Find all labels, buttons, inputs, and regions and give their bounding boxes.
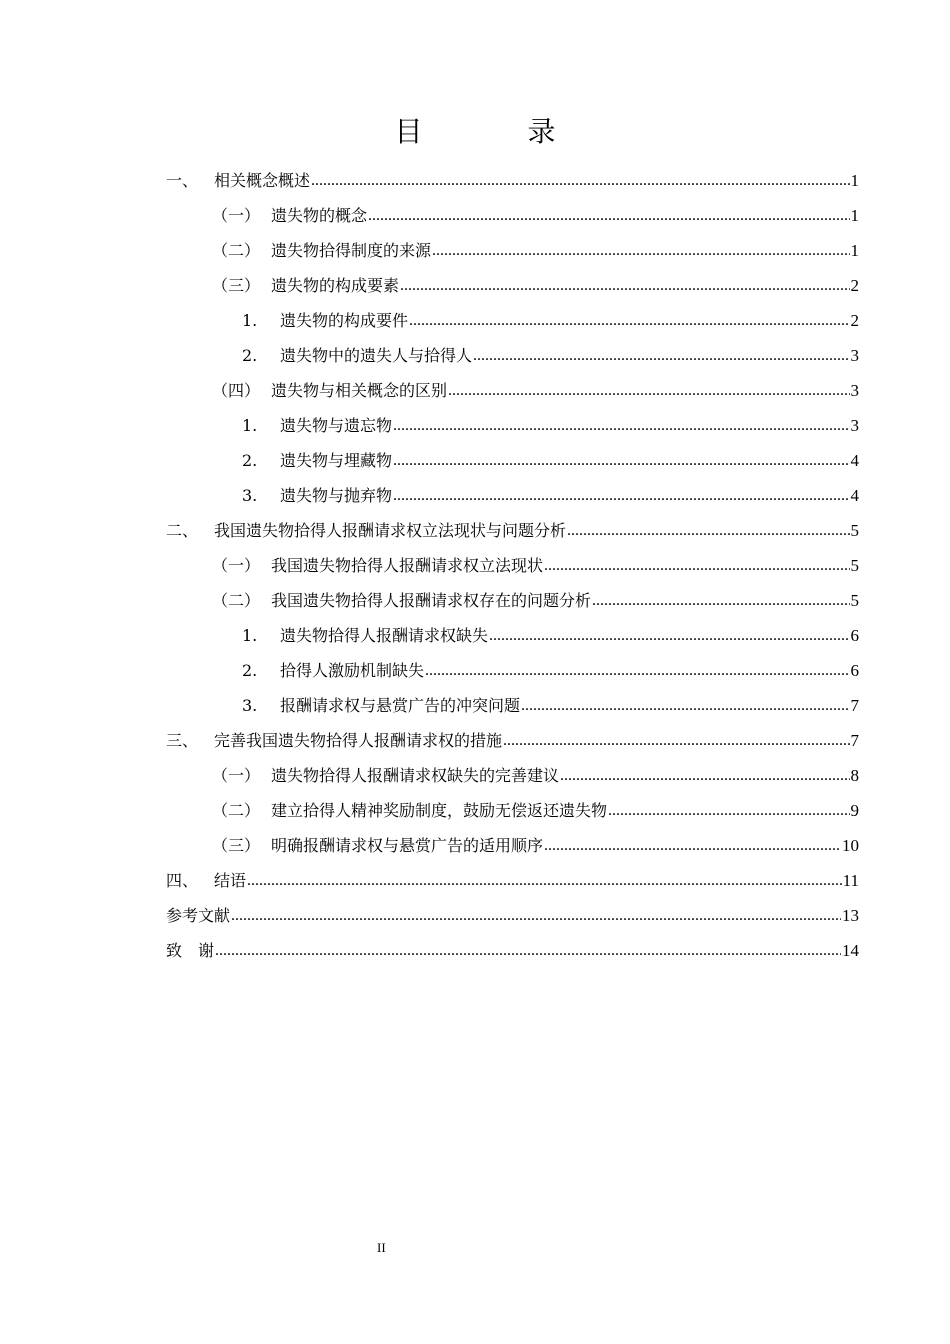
toc-entry-number: 2.	[242, 346, 258, 365]
toc-entry-page: 2	[850, 276, 859, 295]
toc-leader-dots	[311, 171, 849, 191]
toc-entry-label: 完善我国遗失物拾得人报酬请求权的措施	[214, 731, 503, 750]
toc-entry-number: （三）	[212, 836, 261, 855]
toc-entry[interactable]	[166, 646, 859, 681]
toc-entry[interactable]	[166, 191, 859, 226]
toc-entry-label: 遗失物与相关概念的区别	[271, 381, 448, 400]
toc-entry[interactable]	[166, 366, 859, 401]
toc-entry[interactable]	[166, 541, 859, 576]
toc-entry-number: （一）	[212, 766, 261, 785]
toc-entry-page: 9	[850, 801, 859, 820]
toc-entry[interactable]	[166, 751, 859, 786]
toc-entry-number: （一）	[212, 556, 261, 575]
toc-entry-page: 5	[850, 591, 859, 610]
toc-leader-dots	[608, 801, 849, 821]
toc-entry-page: 7	[850, 696, 859, 715]
toc-leader-dots	[448, 381, 849, 401]
toc-entry-label: 致 谢	[166, 941, 215, 960]
toc-entry-number: 2.	[242, 451, 258, 470]
toc-entry-label: 结语	[214, 871, 247, 890]
toc-entry[interactable]	[166, 471, 859, 506]
toc-entry-page: 8	[850, 766, 859, 785]
toc-entry-page: 6	[850, 661, 859, 680]
toc-entry[interactable]	[166, 856, 859, 891]
toc-entry-page: 4	[850, 486, 859, 505]
toc-entry-label: 明确报酬请求权与悬赏广告的适用顺序	[271, 836, 544, 855]
toc-leader-dots	[400, 276, 849, 296]
toc-entry-number: （一）	[212, 206, 261, 225]
toc-entry-number: 三、	[166, 731, 199, 750]
toc-entry-number: 四、	[166, 871, 199, 890]
toc-entry-page: 4	[850, 451, 859, 470]
toc-entry-page: 1	[850, 241, 859, 260]
toc-entry-number: 1.	[242, 416, 258, 435]
toc-entry-number: 3.	[242, 696, 258, 715]
toc-entry-label: 遗失物与抛弃物	[280, 486, 393, 505]
toc-entry[interactable]	[166, 926, 859, 961]
toc-entry-page: 2	[850, 311, 859, 330]
toc-entry-page: 10	[842, 836, 859, 855]
toc-entry-number: （三）	[212, 276, 261, 295]
toc-entry-label: 遗失物拾得人报酬请求权缺失	[280, 626, 489, 645]
table-of-contents	[166, 156, 859, 961]
toc-entry[interactable]	[166, 891, 859, 926]
toc-entry-page: 1	[850, 206, 859, 225]
toc-leader-dots	[544, 556, 849, 576]
toc-entry[interactable]	[166, 401, 859, 436]
toc-entry[interactable]	[166, 821, 859, 856]
toc-entry-label: 遗失物的构成要素	[271, 276, 400, 295]
toc-entry[interactable]	[166, 506, 859, 541]
toc-leader-dots	[231, 906, 841, 926]
toc-entry[interactable]	[166, 331, 859, 366]
toc-entry-number: （四）	[212, 381, 261, 400]
toc-entry-label: 参考文献	[166, 906, 231, 925]
toc-entry-label: 遗失物拾得人报酬请求权缺失的完善建议	[271, 766, 560, 785]
toc-entry[interactable]	[166, 226, 859, 261]
toc-entry-label: 遗失物与遗忘物	[280, 416, 393, 435]
toc-entry-page: 3	[850, 346, 859, 365]
toc-leader-dots	[592, 591, 849, 611]
toc-leader-dots	[215, 941, 841, 961]
toc-title: 目 录	[394, 115, 604, 148]
toc-entry[interactable]	[166, 296, 859, 331]
toc-entry-number: 3.	[242, 486, 258, 505]
toc-entry-label: 我国遗失物拾得人报酬请求权立法现状	[271, 556, 544, 575]
footer-page-number: II	[377, 1240, 386, 1255]
toc-entry-page: 14	[842, 941, 859, 960]
toc-entry[interactable]	[166, 156, 859, 191]
toc-entry-page: 7	[850, 731, 859, 750]
toc-leader-dots	[473, 346, 849, 366]
toc-entry-number: 1.	[242, 626, 258, 645]
toc-leader-dots	[425, 661, 849, 681]
toc-entry-page: 3	[850, 416, 859, 435]
toc-entry-label: 我国遗失物拾得人报酬请求权立法现状与问题分析	[214, 521, 567, 540]
toc-entry-number: （二）	[212, 591, 261, 610]
toc-leader-dots	[521, 696, 849, 716]
toc-entry-page: 5	[850, 521, 859, 540]
toc-entry-number: 2.	[242, 661, 258, 680]
toc-entry-number: 1.	[242, 311, 258, 330]
toc-entry-number: （二）	[212, 241, 261, 260]
toc-entry-label: 建立拾得人精神奖励制度，鼓励无偿返还遗失物	[271, 801, 608, 820]
toc-entry-label: 遗失物的概念	[271, 206, 368, 225]
toc-leader-dots	[368, 206, 849, 226]
toc-entry[interactable]	[166, 576, 859, 611]
toc-entry-label: 报酬请求权与悬赏广告的冲突问题	[280, 696, 521, 715]
toc-entry-page: 3	[850, 381, 859, 400]
toc-entry-page: 11	[842, 871, 859, 890]
toc-entry[interactable]	[166, 681, 859, 716]
toc-entry[interactable]	[166, 786, 859, 821]
toc-leader-dots	[560, 766, 849, 786]
toc-entry-page: 5	[850, 556, 859, 575]
toc-leader-dots	[393, 416, 849, 436]
toc-entry-label: 相关概念概述	[214, 171, 311, 190]
toc-entry-number: 二、	[166, 521, 199, 540]
toc-entry-page: 13	[842, 906, 859, 925]
toc-entry-page: 1	[850, 171, 859, 190]
toc-entry-number: （二）	[212, 801, 261, 820]
toc-leader-dots	[432, 241, 849, 261]
toc-entry-label: 遗失物中的遗失人与拾得人	[280, 346, 473, 365]
toc-leader-dots	[393, 486, 849, 506]
toc-entry-label: 遗失物的构成要件	[280, 311, 409, 330]
toc-entry-label: 拾得人激励机制缺失	[280, 661, 425, 680]
toc-leader-dots	[503, 731, 849, 751]
toc-entry-label: 遗失物拾得制度的来源	[271, 241, 432, 260]
toc-entry-page: 6	[850, 626, 859, 645]
toc-leader-dots	[409, 311, 849, 331]
toc-leader-dots	[393, 451, 849, 471]
toc-entry-number: 一、	[166, 171, 199, 190]
toc-leader-dots	[247, 871, 842, 891]
toc-leader-dots	[567, 521, 849, 541]
toc-entry[interactable]	[166, 261, 859, 296]
toc-entry[interactable]	[166, 611, 859, 646]
toc-leader-dots	[544, 836, 841, 856]
toc-entry[interactable]	[166, 436, 859, 471]
toc-entry[interactable]	[166, 716, 859, 751]
toc-entry-label: 遗失物与埋藏物	[280, 451, 393, 470]
toc-leader-dots	[489, 626, 849, 646]
toc-entry-label: 我国遗失物拾得人报酬请求权存在的问题分析	[271, 591, 592, 610]
